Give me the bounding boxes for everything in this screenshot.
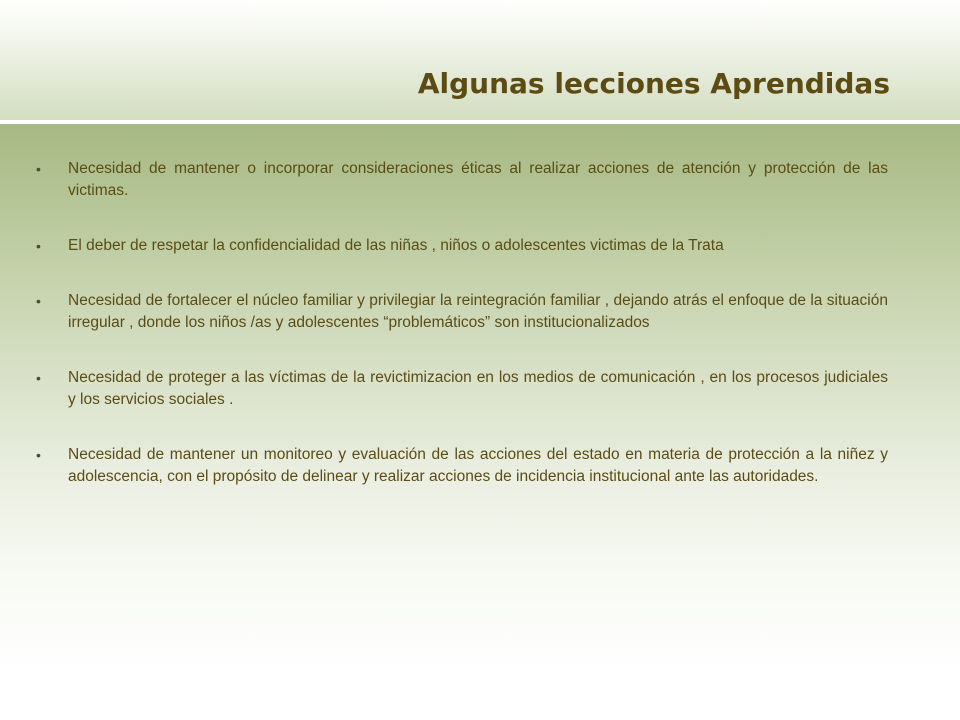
bullet-dot-icon: • — [36, 447, 41, 463]
bullet-item-ethics — [36, 158, 888, 202]
bullet-list — [36, 158, 888, 521]
bullet-text: Necesidad de proteger a las víctimas de la revictimizacion en los medios de comunicación , en los procesos judiciales y los servicios sociales . — [68, 369, 888, 408]
bullet-item-family — [36, 290, 888, 334]
bullet-item-monitoring — [36, 444, 888, 488]
bullet-dot-icon: • — [36, 238, 41, 254]
bullet-dot-icon: • — [36, 161, 41, 177]
bullet-dot-icon: • — [36, 293, 41, 309]
bullet-text: Necesidad de mantener un monitoreo y evaluación de las acciones del estado en materia de protección a la niñez y adolescencia, con el propósito de delinear y realizar acciones de incidencia institucional ante las autoridades. — [68, 446, 888, 485]
bullet-text: El deber de respetar la confidencialidad de las niñas , niños o adolescentes victimas de la Trata — [68, 237, 724, 254]
bullet-item-confidentiality — [36, 235, 888, 257]
bullet-dot-icon: • — [36, 370, 41, 386]
bullet-text: Necesidad de mantener o incorporar consideraciones éticas al realizar acciones de atención y protección de las victimas. — [68, 160, 888, 199]
bullet-item-revictimization — [36, 367, 888, 411]
bullet-text: Necesidad de fortalecer el núcleo familiar y privilegiar la reintegración familiar , dejando atrás el enfoque de la situación irregular , donde los niños /as y adolescentes “problemáticos” son institucionalizados — [68, 292, 888, 331]
slide-title: Algunas lecciones Aprendidas — [417, 67, 890, 100]
